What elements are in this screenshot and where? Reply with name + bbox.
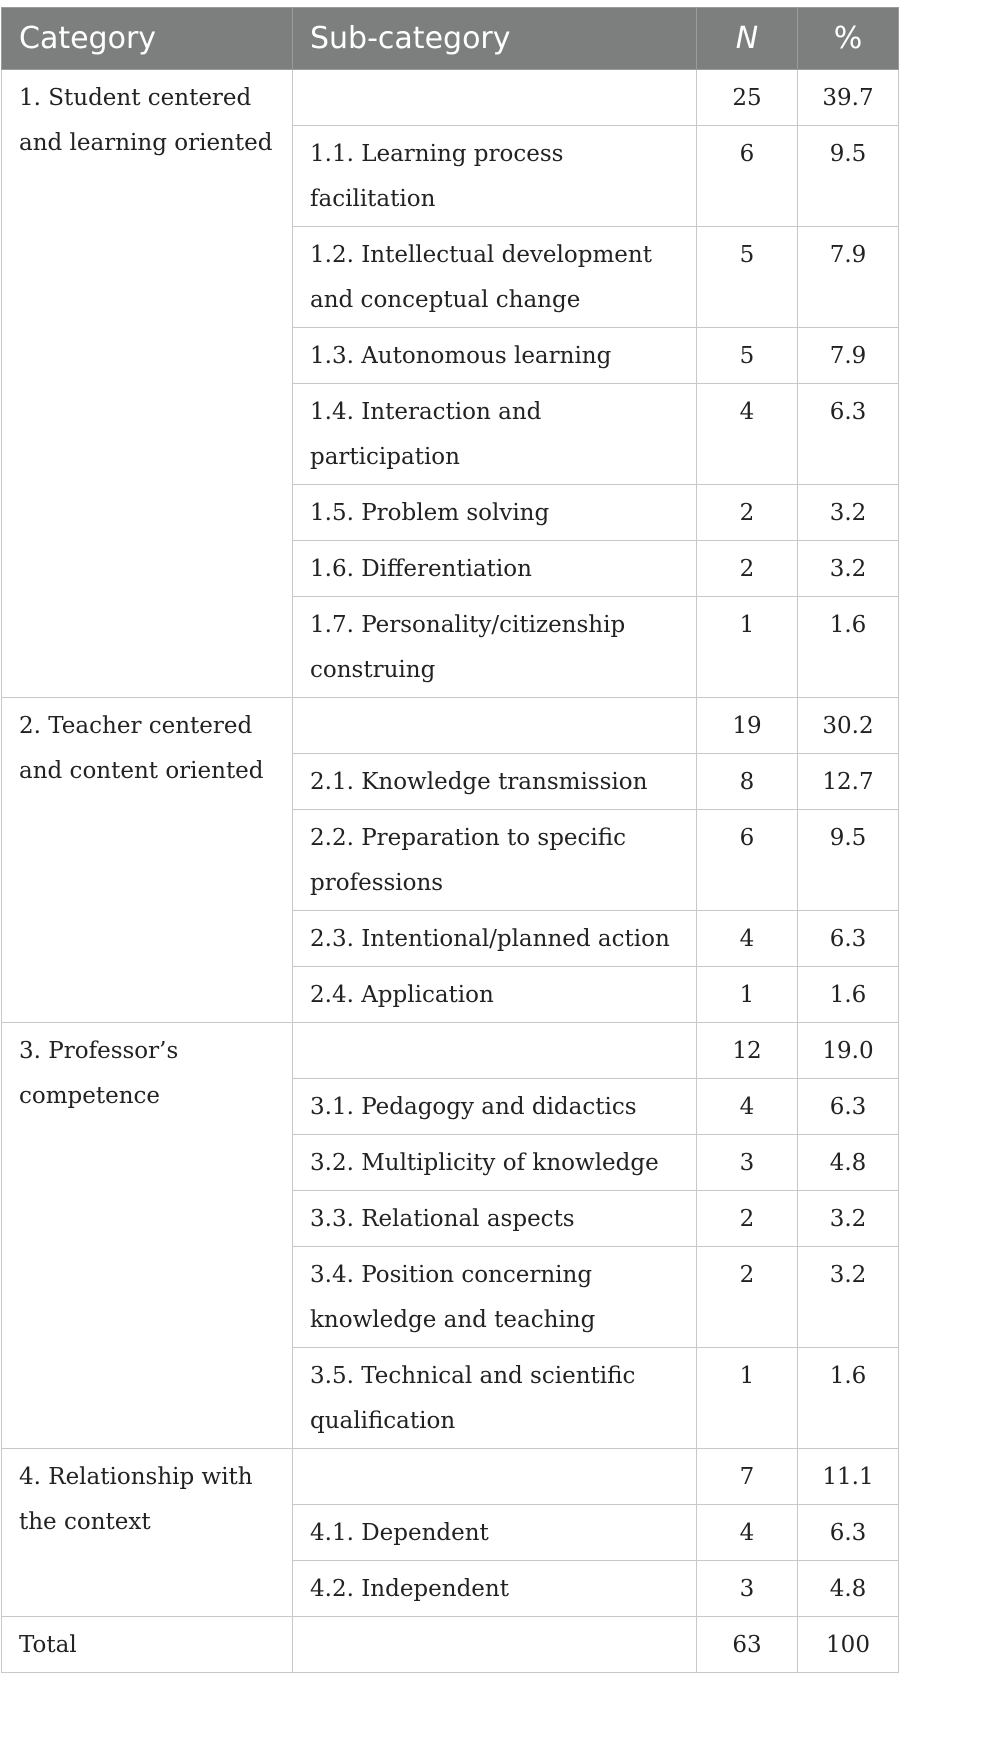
percent-cell: 9.5 (798, 810, 899, 911)
percent-cell: 1.6 (798, 1348, 899, 1449)
subcategory-cell: 1.6. Differentiation (293, 541, 697, 597)
n-cell: 4 (697, 911, 798, 967)
subcategory-cell: 3.1. Pedagogy and didactics (293, 1079, 697, 1135)
n-cell: 7 (697, 1449, 798, 1505)
subcategory-cell: 1.7. Personality/citizenship construing (293, 597, 697, 698)
header-subcategory: Sub-category (293, 8, 697, 70)
n-cell: 12 (697, 1023, 798, 1079)
subcategory-cell (293, 1449, 697, 1505)
subcategory-cell (293, 70, 697, 126)
percent-cell: 9.5 (798, 126, 899, 227)
table-row (2, 1449, 899, 1505)
percent-cell: 6.3 (798, 911, 899, 967)
percent-cell: 3.2 (798, 485, 899, 541)
percent-cell: 1.6 (798, 597, 899, 698)
n-cell: 4 (697, 384, 798, 485)
percent-cell: 3.2 (798, 1191, 899, 1247)
table-row (2, 70, 899, 126)
subcategory-cell (293, 1023, 697, 1079)
n-cell: 6 (697, 810, 798, 911)
percent-cell: 39.7 (798, 70, 899, 126)
n-cell: 5 (697, 227, 798, 328)
subcategory-cell: 2.2. Preparation to specific professions (293, 810, 697, 911)
category-table (1, 7, 899, 1673)
total-row (2, 1617, 899, 1673)
category-cell: 2. Teacher centered and content oriented (2, 698, 293, 1023)
n-cell: 5 (697, 328, 798, 384)
n-cell: 25 (697, 70, 798, 126)
percent-cell: 1.6 (798, 967, 899, 1023)
subcategory-cell: 1.4. Interaction and participation (293, 384, 697, 485)
header-category: Category (2, 8, 293, 70)
subcategory-cell: 3.2. Multiplicity of knowledge (293, 1135, 697, 1191)
percent-cell: 19.0 (798, 1023, 899, 1079)
percent-cell: 6.3 (798, 1505, 899, 1561)
n-cell: 2 (697, 1247, 798, 1348)
subcategory-cell: 2.4. Application (293, 967, 697, 1023)
n-cell: 2 (697, 485, 798, 541)
percent-cell: 7.9 (798, 328, 899, 384)
n-cell: 19 (697, 698, 798, 754)
n-cell: 2 (697, 541, 798, 597)
table-row (2, 1023, 899, 1079)
header-row (2, 8, 899, 70)
header-n: N (697, 8, 798, 70)
n-cell: 2 (697, 1191, 798, 1247)
subcategory-cell: 3.3. Relational aspects (293, 1191, 697, 1247)
percent-cell: 7.9 (798, 227, 899, 328)
subcategory-cell: 1.2. Intellectual development and conceptual change (293, 227, 697, 328)
subcategory-cell: 1.3. Autonomous learning (293, 328, 697, 384)
n-cell: 4 (697, 1505, 798, 1561)
subcategory-cell: 3.4. Position concerning knowledge and teaching (293, 1247, 697, 1348)
total-label: Total (2, 1617, 293, 1673)
subcategory-cell: 1.1. Learning process facilitation (293, 126, 697, 227)
percent-cell: 30.2 (798, 698, 899, 754)
n-cell: 1 (697, 1348, 798, 1449)
category-cell: 1. Student centered and learning oriented (2, 70, 293, 698)
table-body (2, 70, 899, 1673)
subcategory-cell (293, 698, 697, 754)
n-cell: 1 (697, 967, 798, 1023)
subcategory-cell: 2.3. Intentional/planned action (293, 911, 697, 967)
percent-cell: 6.3 (798, 1079, 899, 1135)
subcategory-cell (293, 1617, 697, 1673)
n-cell: 3 (697, 1135, 798, 1191)
percent-cell: 3.2 (798, 541, 899, 597)
category-cell: 4. Relationship with the context (2, 1449, 293, 1617)
n-cell: 4 (697, 1079, 798, 1135)
subcategory-cell: 2.1. Knowledge transmission (293, 754, 697, 810)
category-cell: 3. Professor’s competence (2, 1023, 293, 1449)
percent-cell: 100 (798, 1617, 899, 1673)
subcategory-cell: 1.5. Problem solving (293, 485, 697, 541)
percent-cell: 11.1 (798, 1449, 899, 1505)
n-cell: 63 (697, 1617, 798, 1673)
n-cell: 6 (697, 126, 798, 227)
header-percent: % (798, 8, 899, 70)
n-cell: 3 (697, 1561, 798, 1617)
percent-cell: 4.8 (798, 1561, 899, 1617)
n-cell: 8 (697, 754, 798, 810)
percent-cell: 6.3 (798, 384, 899, 485)
subcategory-cell: 4.2. Independent (293, 1561, 697, 1617)
subcategory-cell: 3.5. Technical and scientific qualification (293, 1348, 697, 1449)
n-cell: 1 (697, 597, 798, 698)
table-row (2, 698, 899, 754)
percent-cell: 3.2 (798, 1247, 899, 1348)
subcategory-cell: 4.1. Dependent (293, 1505, 697, 1561)
percent-cell: 4.8 (798, 1135, 899, 1191)
percent-cell: 12.7 (798, 754, 899, 810)
